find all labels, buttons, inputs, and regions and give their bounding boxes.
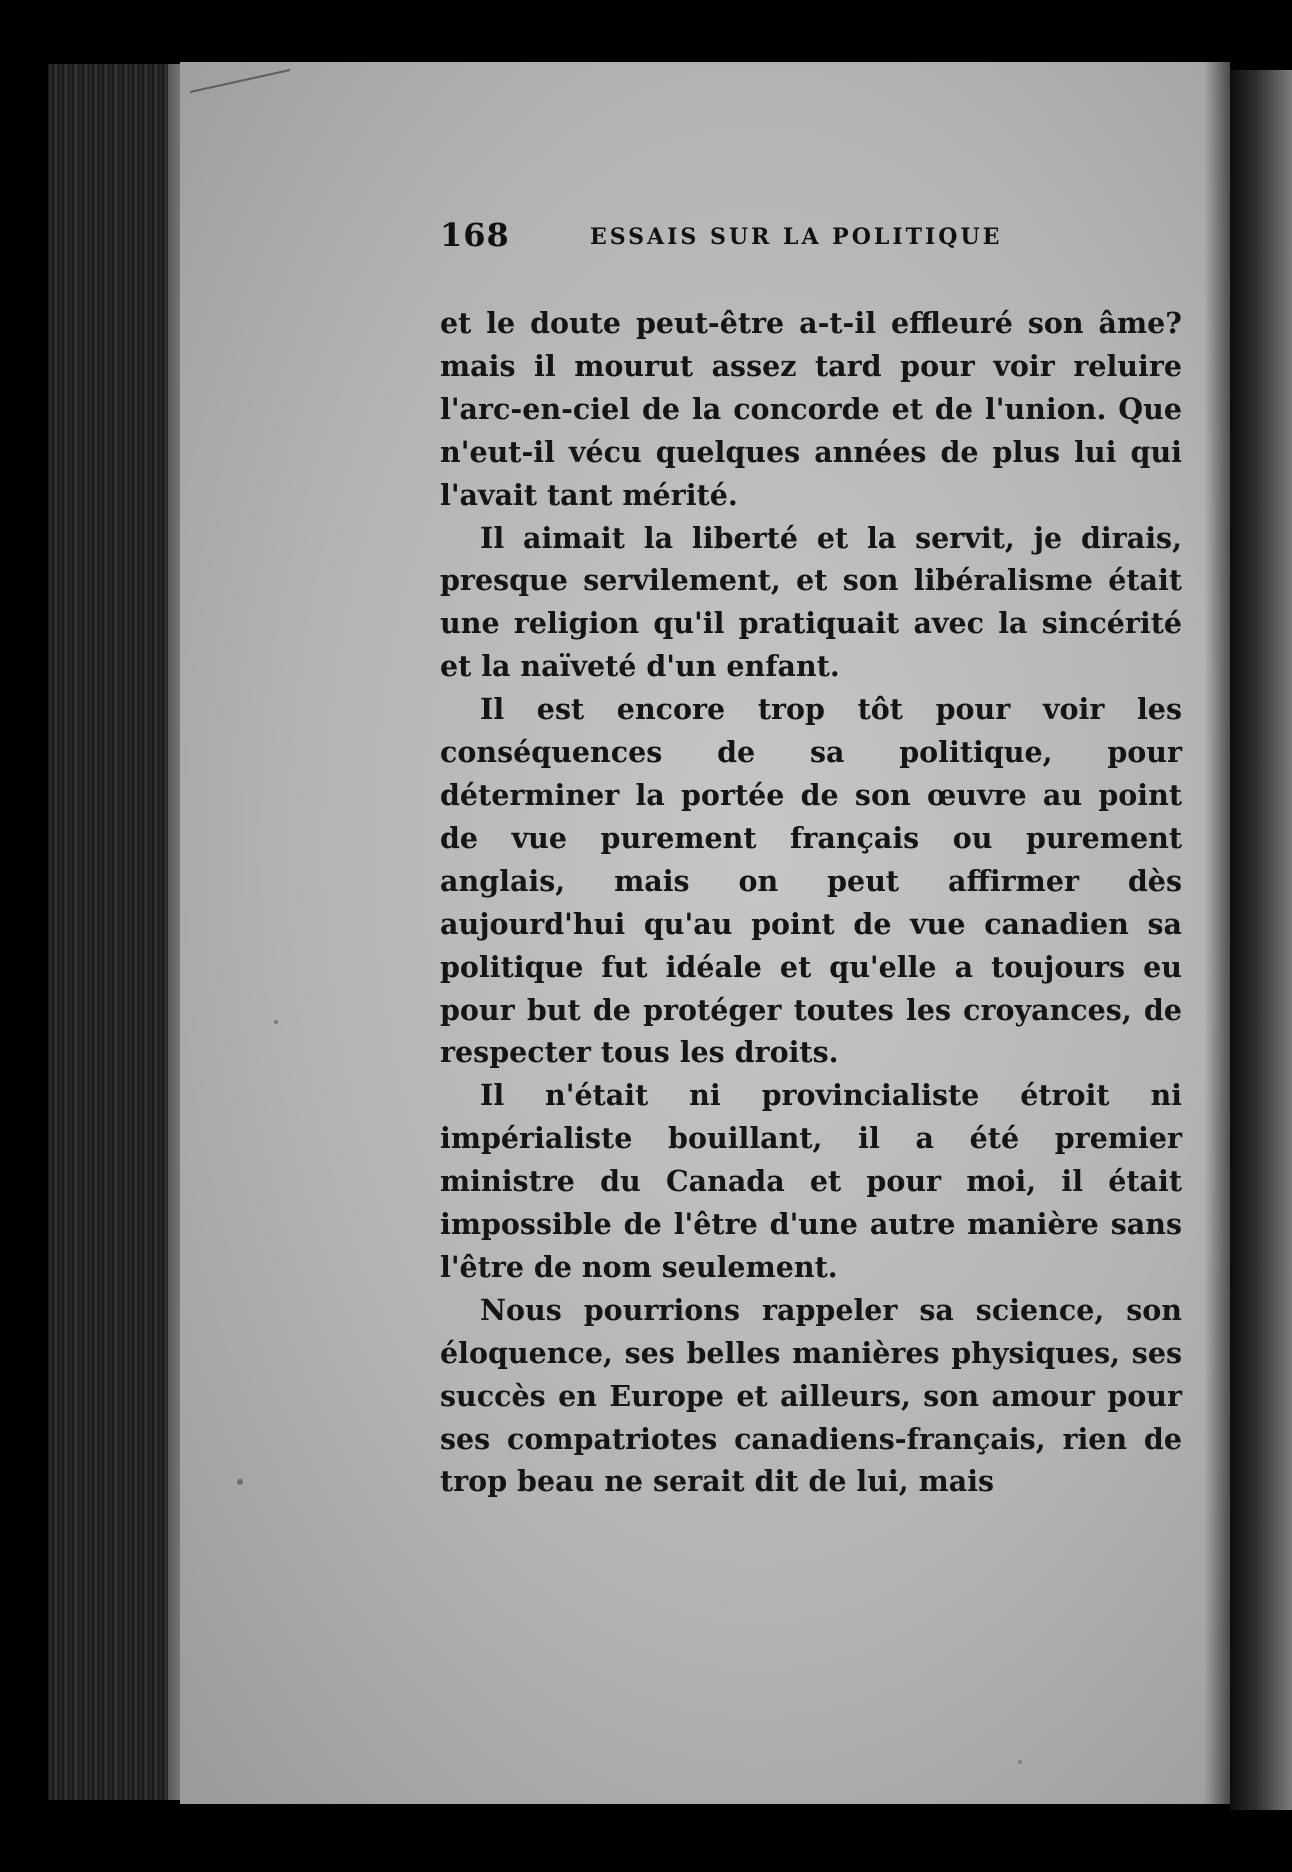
paragraph: Il est encore trop tôt pour voir les conséquences de sa politique, pour déterminer la portée de son œuvre au point de vue purement français ou purement anglais, mais on peut affirmer dès aujourd'hui qu'au point de vue canadien sa politique fut idéale et qu'elle a toujours eu pour but de protéger toutes les croyances, de respecter tous les droits. (440, 692, 1182, 1070)
running-head (440, 216, 1120, 266)
paragraph: Il n'était ni provincialiste étroit ni impérialiste bouillant, il a été premier ministre du Canada et pour moi, il était impossible de l'être d'une autre manière sans l'être de nom seulement. (440, 1078, 1182, 1284)
running-head-title: ESSAIS SUR LA POLITIQUE (590, 224, 1003, 250)
page-number: 168 (440, 216, 510, 254)
paragraph: Nous pourrions rappeler sa science, son éloquence, ses belles manières physiques, ses succès en Europe et ailleurs, son amour pour ses compatriotes canadiens-français, rien de trop beau ne serait dit de lui, mais (440, 1292, 1182, 1499)
body-text (440, 302, 1182, 1503)
paragraph: Il aimait la liberté et la servit, je dirais, presque servilement, et son libéralisme était une religion qu'il pratiquait avec la sincérité et la naïveté d'un enfant. (440, 520, 1182, 684)
page-gutter-shadow (1204, 62, 1230, 1804)
paragraph: et le doute peut-être a-t-il effleuré son âme? mais il mourut assez tard pour voir reluire l'arc-en-ciel de la concorde et de l'union. Que n'eut-il vécu quelques années de plus lui qui l'avait tant mérité. (440, 306, 1182, 512)
facing-page-edge (1230, 70, 1292, 1810)
